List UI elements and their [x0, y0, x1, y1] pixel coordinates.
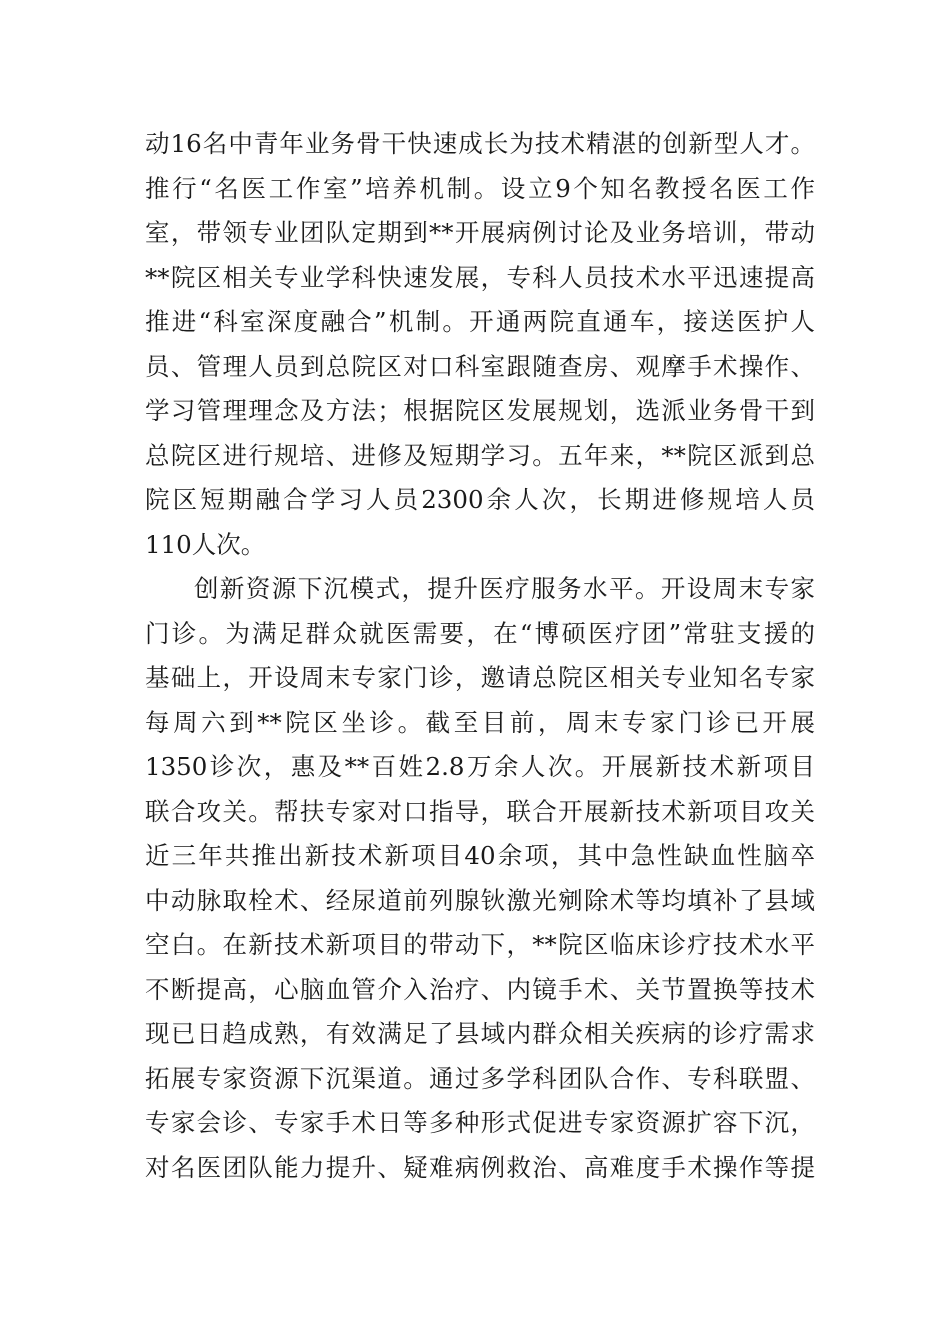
- text-line: 不断提高，心脑血管介入治疗、内镜手术、关节置换等技术: [145, 974, 815, 1004]
- text-line: 室，带领专业团队定期到**开展病例讨论及业务培训，带动: [145, 218, 815, 247]
- text-line: 动16名中青年业务骨干快速成长为技术精湛的创新型人才。: [145, 129, 815, 158]
- text-line: 总院区进行规培、进修及短期学习。五年来，**院区派到总: [145, 440, 815, 470]
- text-line: 学习管理理念及方法；根据院区发展规划，选派业务骨干到: [145, 396, 815, 425]
- text-line: 对名医团队能力提升、疑难病例救治、高难度手术操作等提: [145, 1152, 815, 1182]
- text-line: 中动脉取栓术、经尿道前列腺钬激光剜除术等均填补了县域: [145, 885, 815, 915]
- text-line: 每周六到**院区坐诊。截至目前，周末专家门诊已开展: [145, 707, 815, 737]
- text-line: 推进“科室深度融合”机制。开通两院直通车，接送医护人: [145, 307, 815, 336]
- text-line: 近三年共推出新技术新项目40余项，其中急性缺血性脑卒: [145, 841, 815, 870]
- text-line: 基础上，开设周末专家门诊，邀请总院区相关专业知名专家: [145, 663, 815, 692]
- body-text: [145, 122, 815, 1190]
- text-line: 空白。在新技术新项目的带动下，**院区临床诊疗技术水平: [145, 930, 815, 959]
- text-line: **院区相关专业学科快速发展，专科人员技术水平迅速提高: [145, 262, 815, 292]
- text-line: 推行“名医工作室”培养机制。设立9个知名教授名医工作: [145, 173, 815, 203]
- text-line: 现已日趋成熟，有效满足了县域内群众相关疾病的诊疗需求: [145, 1019, 815, 1048]
- text-line: 拓展专家资源下沉渠道。通过多学科团队合作、专科联盟、: [145, 1063, 815, 1093]
- text-line: 专家会诊、专家手术日等多种形式促进专家资源扩容下沉，: [145, 1108, 815, 1137]
- text-line: 1350诊次，惠及**百姓2.8万余人次。开展新技术新项目: [145, 752, 815, 781]
- text-line: 联合攻关。帮扶专家对口指导，联合开展新技术新项目攻关: [145, 796, 815, 826]
- paragraph-start-line: 创新资源下沉模式，提升医疗服务水平。开设周末专家: [194, 574, 815, 603]
- text-line: 院区短期融合学习人员2300余人次，长期进修规培人员: [145, 485, 815, 514]
- text-line: 门诊。为满足群众就医需要，在“博硕医疗团”常驻支援的: [145, 618, 815, 648]
- text-line: 110人次。: [145, 529, 266, 559]
- text-line: 员、管理人员到总院区对口科室跟随查房、观摩手术操作、: [145, 351, 815, 381]
